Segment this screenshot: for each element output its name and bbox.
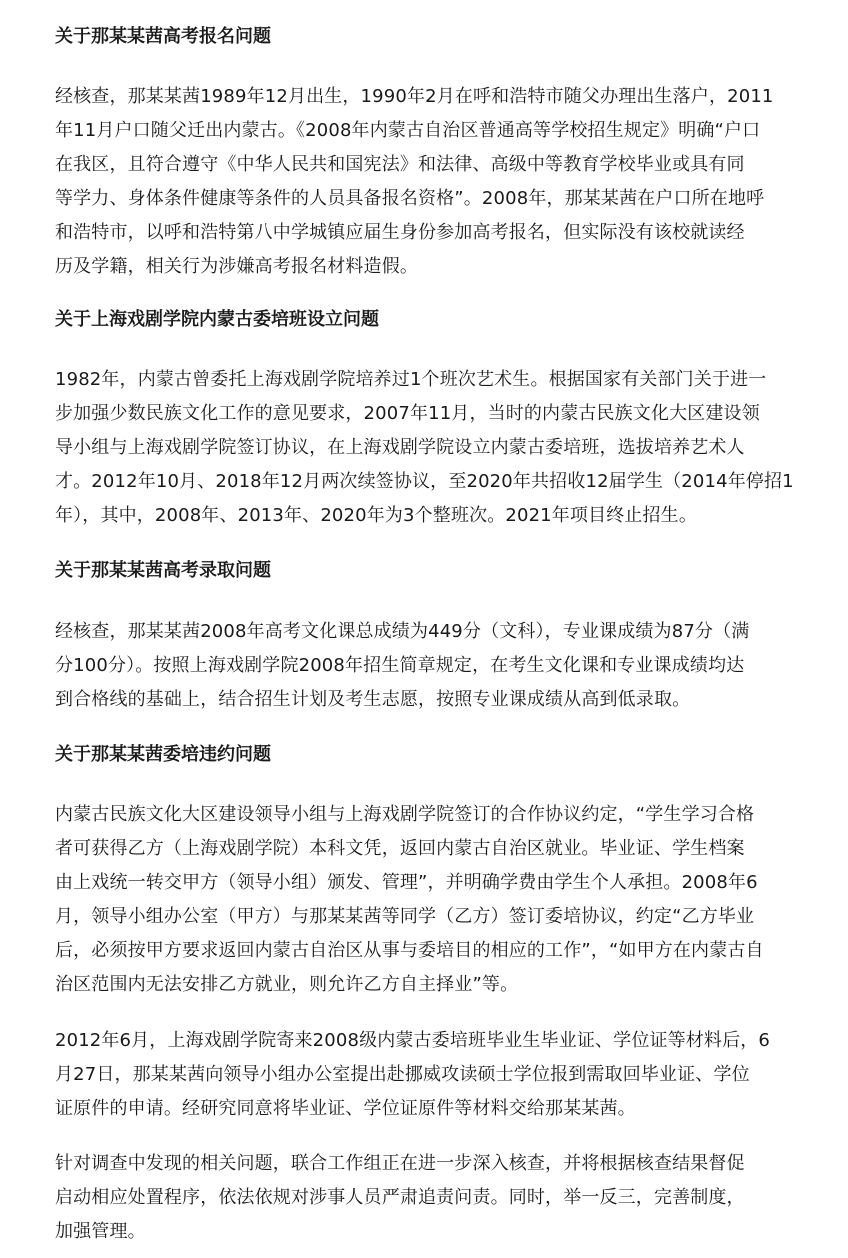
text-line: 月，领导小组办公室（甲方）与那某某茜等同学（乙方）签订委培协议，约定“乙方毕业 <box>55 906 755 927</box>
text-line: 等学力、身体条件健康等条件的人员具备报名资格”。2008年，那某某茜在户口所在地呼 <box>55 188 765 209</box>
text-line: 年11月户口随父迁出内蒙古。《2008年内蒙古自治区普通高等学校招生规定》明确“户口 <box>55 120 761 141</box>
text-line: 1982年，内蒙古曾委托上海戏剧学院培养过1个班次艺术生。根据国家有关部门关于进一 <box>55 369 767 390</box>
text-line: 由上戏统一转交甲方（领导小组）颁发、管理”，并明确学费由学生个人承担。2008年6 <box>55 872 758 893</box>
text-line: 历及学籍，相关行为涉嫌高考报名材料造假。 <box>55 256 418 277</box>
paragraph-registration <box>55 80 827 284</box>
text-line: 分100分）。按照上海戏剧学院2008年招生简章规定，在考生文化课和专业课成绩均达 <box>55 655 745 676</box>
text-line: 者可获得乙方（上海戏剧学院）本科文凭，返回内蒙古自治区就业。毕业证、学生档案 <box>55 838 745 859</box>
text-line: 内蒙古民族文化大区建设领导小组与上海戏剧学院签订的合作协议约定，“学生学习合格 <box>55 804 755 825</box>
paragraph-contract <box>55 798 827 1002</box>
text-line: 月27日，那某某茜向领导小组办公室提出赴挪威攻读硕士学位报到需取回毕业证、学位 <box>55 1064 750 1085</box>
text-line: 2012年6月，上海戏剧学院寄来2008级内蒙古委培班毕业生毕业证、学位证等材料后，6 <box>55 1030 770 1051</box>
section-heading-contract: 关于那某某茜委培违约问题 <box>55 744 271 765</box>
text-line: 步加强少数民族文化工作的意见要求，2007年11月，当时的内蒙古民族文化大区建设领 <box>55 403 760 424</box>
text-line: 导小组与上海戏剧学院签订协议，在上海戏剧学院设立内蒙古委培班，选拔培养艺术人 <box>55 437 745 458</box>
text-line: 后，必须按甲方要求返回内蒙古自治区从事与委培目的相应的工作”，“如甲方在内蒙古自 <box>55 940 764 961</box>
paragraph-diploma <box>55 1024 827 1126</box>
text-line: 治区范围内无法安排乙方就业，则允许乙方自主择业”等。 <box>55 974 519 995</box>
section-heading-admission: 关于那某某茜高考录取问题 <box>55 560 271 581</box>
section-heading-registration: 关于那某某茜高考报名问题 <box>55 26 271 47</box>
text-line: 和浩特市，以呼和浩特第八中学城镇应届生身份参加高考报名，但实际没有该校就读经 <box>55 222 745 243</box>
text-line: 才。2012年10月、2018年12月两次续签协议，至2020年共招收12届学生（2014年停招1 <box>55 471 794 492</box>
section-heading-class-setup: 关于上海戏剧学院内蒙古委培班设立问题 <box>55 309 379 330</box>
paragraph-class-setup <box>55 363 827 533</box>
text-line: 经核查，那某某茜2008年高考文化课总成绩为449分（文科），专业课成绩为87分（满 <box>55 621 750 642</box>
text-line: 年），其中，2008年、2013年、2020年为3个整班次。2021年项目终止招生。 <box>55 505 697 526</box>
text-line: 在我区，且符合遵守《中华人民共和国宪法》和法律、高级中等教育学校毕业或具有同 <box>55 154 745 175</box>
text-line: 证原件的申请。经研究同意将毕业证、学位证原件等材料交给那某某茜。 <box>55 1098 636 1119</box>
text-line: 针对调查中发现的相关问题，联合工作组正在进一步深入核查，并将根据核查结果督促 <box>55 1153 745 1174</box>
paragraph-admission <box>55 615 827 717</box>
text-line: 启动相应处置程序，依法依规对涉事人员严肃追责问责。同时，举一反三，完善制度， <box>55 1187 745 1208</box>
text-line: 到合格线的基础上，结合招生计划及考生志愿，按照专业课成绩从高到低录取。 <box>55 689 691 710</box>
text-line: 经核查，那某某茜1989年12月出生，1990年2月在呼和浩特市随父办理出生落户，2011 <box>55 86 774 107</box>
text-line: 加强管理。 <box>55 1221 146 1242</box>
paragraph-conclusion <box>55 1147 827 1249</box>
